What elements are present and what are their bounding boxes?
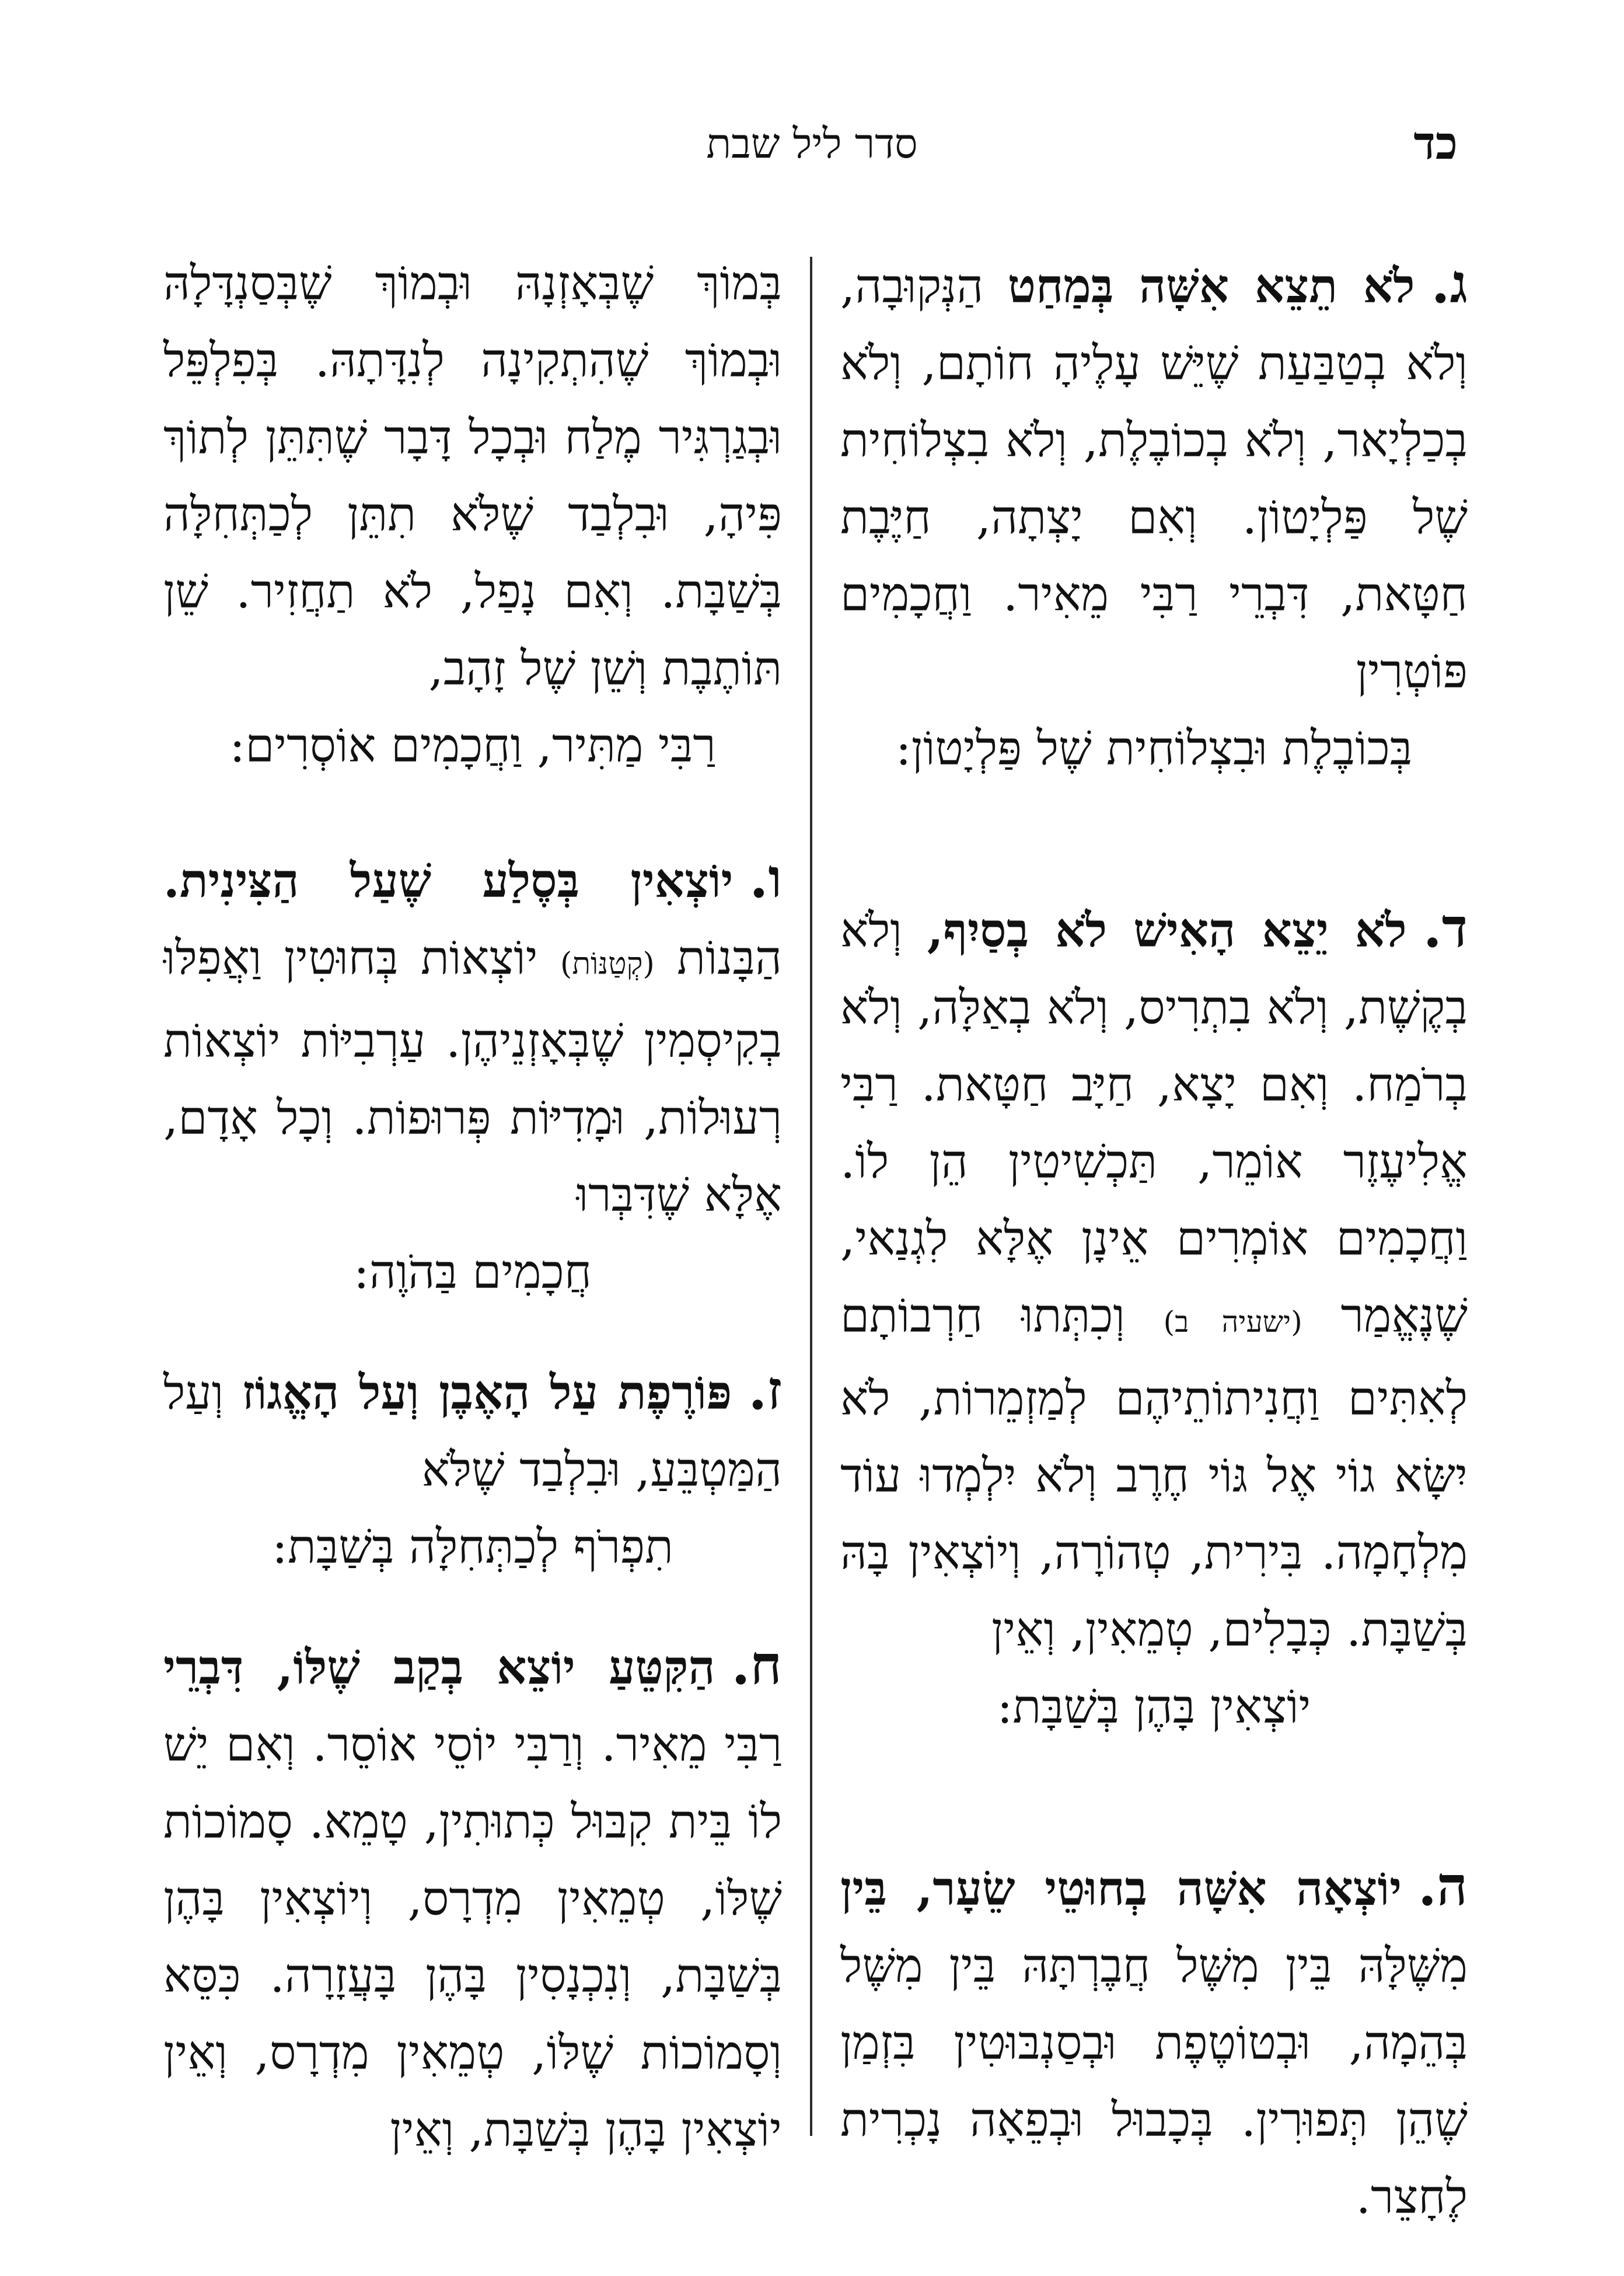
mishnah-body: הַנְּקוּבָה, וְלֹא בְטַבַּעַת שֶׁיֵּשׁ עָלֶיהָ חוֹתָם, וְלֹא בְכַלְיָאר, וְלֹא בְכוֹבֶלֶת, וְלֹא בִצְלוֹחִית שֶׁל פַּלְיָטוֹן. וְאִם יָצְתָה, חַיֶּבֶת חַטָּאת, דִּבְרֵי רַבִּי מֵאִיר. וַחֲכָמִים פּוֹטְרִין [840,259,1468,699]
mishnah-lead: יוֹצְאָה אִשָּׁה בְחוּטֵי שֵׂעָר, בֵּין [840,1861,1402,1916]
mishnah-body: מִשֶּׁלָּהּ בֵּין מִשֶּׁל חֲבֶרְתָּהּ בֵּין מִשֶּׁל בְּהֵמָה, וּבְטוֹטֶפֶת וּבְסַנְבּוּטִין בִּזְמַן שֶׁהֵן תְּפוּרִין. בְּכָבוּל וּבְפֵאָה נָכְרִית לֶחָצֵר. [840,1939,1468,2224]
mishnah-dalet [840,889,1468,1668]
mishnah-he-continued [163,245,782,707]
mishnah-zayin [163,1352,782,1509]
mishnah-body: וְלֹא בְקֶשֶׁת, וְלֹא בִתְרִיס, וְלֹא בְאַלָּה, וְלֹא בְרֹמַח. וְאִם יָצָא, חַיָּב חַטָּאת. רַבִּי אֱלִיעֶזֶר אוֹמֵר, תַּכְשִׁיטִין הֵן לוֹ. וַחֲכָמִים אוֹמְרִים אֵינָן אֶלָּא לִגְנַאי, שֶׁנֶּאֱמַר [840,903,1468,1343]
page-title: סדר ליל שבת [706,120,918,167]
mishnah-gimel [840,245,1468,710]
mishnah-lead: יוֹצְאִין בְּסֶלַע שֶׁעַל הַצִּינִית. [163,853,734,908]
gloss: (קְטַנּוֹת) [560,947,655,982]
mishnah-body: רַבִּי מֵאִיר. וְרַבִּי יוֹסֵי אוֹסֵר. וְאִם יֵשׁ לוֹ בֵּית קִבּוּל כְּתוּתִין, טָמֵא. סָמוֹכוֹת שֶׁלּוֹ, טְמֵאִין מִדְרָס, וְיוֹצְאִין בָּהֶן בְּשַׁבָּת, וְנִכְנָסִין בָּהֶן בָּעֲזָרָה. כִּסֵּא וְסָמוֹכוֹת שֶׁלּוֹ, טְמֵאִין מִדְרָס, וְאֵין יוֹצְאִין בָּהֶן בְּשַׁבָּת, וְאֵין [163,1718,782,2157]
left-column [163,245,782,2169]
mishnah-letter: ד. [1423,896,1468,959]
mishnah-vav [163,840,782,1234]
mishnah-he [840,1848,1468,2236]
mishnah-closing-line: תִפְרֹף לְכַתְּחִלָּה בְּשַׁבָּת: [272,1520,673,1574]
mishnah-closing-line: בְּכוֹבֶלֶת וּבִצְלוֹחִית שֶׁל פַּלְיָטוֹן: [895,721,1413,776]
mishnah-body-continued: יוֹצְאוֹת בְּחוּטִין וַאֲפִלּוּ בְקִיסְמִין שֶׁבְּאָזְנֵיהֶן. עַרְבִיּוֹת יוֹצְאוֹת רְעוּלוֹת, וּמָדִיּוֹת פְּרוּפוֹת. וְכָל אָדָם, אֶלָּא שֶׁדִּבְּרוּ [163,931,782,1222]
mishnah-closing-line: חֲכָמִים בַּהֹוֶה: [353,1245,592,1299]
mishnah-letter: ח. [731,1633,782,1696]
verse-reference: (ישעיה ב) [1163,1305,1302,1339]
column-divider [810,257,812,2136]
mishnah-het [163,1626,782,2169]
mishnah-closing-line: רַבִּי מַתִּיר, וַחֲכָמִים אוֹסְרִים: [229,718,716,773]
mishnah-letter: ה. [1418,1855,1468,1918]
page-number: כד [1413,117,1458,170]
mishnah-letter: ו. [749,847,782,910]
mishnah-lead: פּוֹרֶפֶת עַל הָאֶבֶן וְעַל הָאֱגוֹז [242,1365,732,1420]
mishnah-lead: הַקִּטֵּעַ יוֹצֵא בְקַב שֶׁלּוֹ, דִּבְרֵי [163,1640,715,1695]
mishnah-body: הַבָּנוֹת [677,931,782,985]
right-column [840,245,1468,2236]
mishnah-body-continued: וְכִתְּתוּ חַרְבוֹתָם לְאִתִּים וַחֲנִיתוֹתֵיהֶם לְמַזְמֵרוֹת, לֹא יִשָּׂא גוֹי אֶל גּוֹי חֶרֶב וְלֹא יִלְמְדוּ עוֹד מִלְחָמָה. בִּירִית, טְהוֹרָה, וְיוֹצְאִין בָּהּ בְּשַׁבָּת. כְּבָלִים, טְמֵאִין, וְאֵין [840,1289,1468,1657]
mishnah-closing-line: יוֹצְאִין בָּהֶן בְּשַׁבָּת: [997,1680,1311,1734]
mishnah-body: בְּמוֹךְ שֶׁבְּאָזְנָהּ וּבְמוֹךְ שֶׁבְּסַנְדָּלָהּ וּבְמוֹךְ שֶׁהִתְקִינָה לְנִדָּתָהּ. בְּפִלְפֵּל וּבְגַרְגִּיר מֶלַח וּבְכָל דָּבָר שֶׁתִּתֵּן לְתוֹךְ פִּיהָ, וּבִלְבַד שֶׁלֹּא תִתֵּן לְכַתְּחִלָּה בְּשַׁבָּת. וְאִם נָפַל, לֹא תַחֲזִיר. שֵׁן תּוֹתֶבֶת וְשֵׁן שֶׁל זָהָב, [163,256,782,696]
mishnah-body: וְעַל הַמַּטְבֵּעַ, וּבִלְבַד שֶׁלֹּא [163,1366,782,1497]
mishnah-lead: לֹא יֵצֵא הָאִישׁ לֹא בְסַיִף, [927,903,1407,958]
mishnah-letter: ג. [1431,252,1468,315]
mishnah-letter: ז. [748,1359,782,1422]
mishnah-lead: לֹא תֵצֵא אִשָּׁה בְּמַחַט [1007,259,1415,313]
